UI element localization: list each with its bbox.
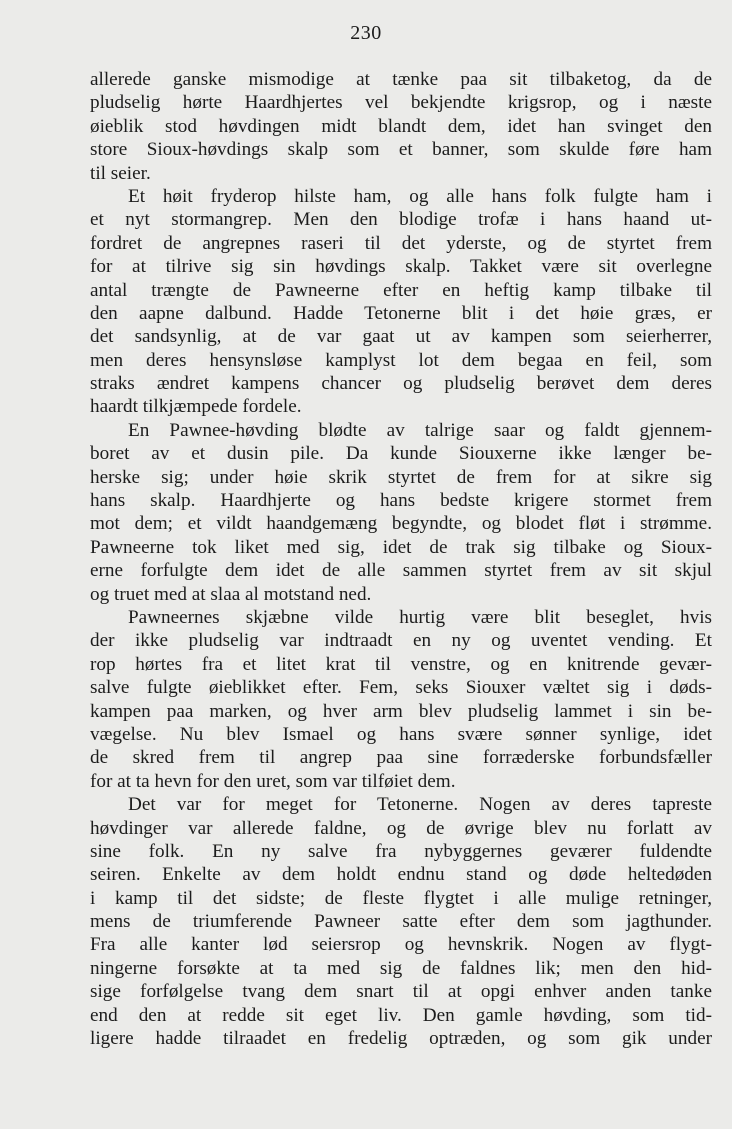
text-line: En Pawnee-høvding blødte av talrige saar og faldt gjennem- xyxy=(128,419,712,441)
text-line: høvdinger var allerede faldne, og de øvrige blev nu forlatt av xyxy=(90,817,712,839)
text-line: der ikke pludselig var indtraadt en ny og uventet vending. Et xyxy=(90,630,712,652)
body-text xyxy=(90,68,712,1050)
text-line: Pawneerne tok liket med sig, idet de trak sig tilbake og Sioux- xyxy=(90,536,712,558)
text-line: Et høit fryderop hilste ham, og alle hans folk fulgte ham i xyxy=(128,185,712,207)
text-line: rop hørtes fra et litet krat til venstre, og en knitrende gevær- xyxy=(90,653,712,675)
text-line: sige forfølgelse tvang dem snart til at opgi enhver anden tanke xyxy=(90,981,712,1003)
text-line: salve fulgte øieblikket efter. Fem, seks Siouxer væltet sig i døds- xyxy=(90,677,712,699)
text-line: vægelse. Nu blev Ismael og hans svære sønner synlige, idet xyxy=(90,723,712,745)
text-line: øieblik stod høvdingen midt blandt dem, idet han svinget den xyxy=(90,115,712,137)
text-line: ningerne forsøkte at ta med sig de faldnes lik; men den hid- xyxy=(90,957,712,979)
text-line: straks ændret kampens chancer og pludselig berøvet dem deres xyxy=(90,373,712,395)
text-line: hans skalp. Haardhjerte og hans bedste krigere stormet frem xyxy=(90,490,712,512)
text-line: Fra alle kanter lød seiersrop og hevnskrik. Nogen av flygt- xyxy=(90,934,712,956)
text-line: til seier. xyxy=(90,162,151,184)
text-line: Det var for meget for Tetonerne. Nogen av deres tapreste xyxy=(128,794,712,816)
page-number: 230 xyxy=(350,22,382,44)
text-line: i kamp til det sidste; de fleste flygtet i alle mulige retninger, xyxy=(90,887,712,909)
text-line: det sandsynlig, at de var gaat ut av kampen som seierherrer, xyxy=(90,326,712,348)
text-line: allerede ganske mismodige at tænke paa sit tilbaketog, da de xyxy=(90,69,712,90)
text-line: mot dem; et vildt haandgemæng begyndte, og blodet fløt i strømme. xyxy=(90,513,712,535)
text-line: boret av et dusin pile. Da kunde Siouxerne ikke længer be- xyxy=(90,443,712,465)
text-line: seiren. Enkelte av dem holdt endnu stand og døde heltedøden xyxy=(90,864,712,886)
text-line: Pawneernes skjæbne vilde hurtig være blit beseglet, hvis xyxy=(128,606,712,628)
text-line: antal trængte de Pawneerne efter en heftig kamp tilbake til xyxy=(90,279,712,301)
text-line: ligere hadde tilraadet en fredelig optræden, og som gik under xyxy=(90,1028,712,1050)
text-line: et nyt stormangrep. Men den blodige trofæ i hans haand ut- xyxy=(90,209,712,231)
text-line: de skred frem til angrep paa sine forræderske forbundsfæller xyxy=(90,747,712,769)
text-line: herske sig; under høie skrik styrtet de frem for at sikre sig xyxy=(90,466,712,488)
text-line: men deres hensynsløse kamplyst lot dem begaa en feil, som xyxy=(90,349,712,371)
text-line: mens de triumferende Pawneer satte efter dem som jagthunder. xyxy=(90,911,712,933)
text-line: sine folk. En ny salve fra nybyggernes geværer fuldendte xyxy=(90,840,712,862)
text-line: store Sioux-høvdings skalp som et banner, som skulde føre ham xyxy=(90,139,712,161)
text-line: erne forfulgte dem idet de alle sammen styrtet frem av sit skjul xyxy=(90,560,712,582)
text-line: kampen paa marken, og hver arm blev pludselig lammet i sin be- xyxy=(90,700,712,722)
text-line: for at ta hevn for den uret, som var tilføiet dem. xyxy=(90,770,456,792)
text-line: den aapne dalbund. Hadde Tetonerne blit i det høie græs, er xyxy=(90,302,712,324)
text-line: for at tilrive sig sin høvdings skalp. Takket være sit overlegne xyxy=(90,256,712,278)
text-line: fordret de angrepnes raseri til det yderste, og de styrtet frem xyxy=(90,232,712,254)
text-line: end den at redde sit eget liv. Den gamle høvding, som tid- xyxy=(90,1004,712,1026)
text-line: haardt tilkjæmpede fordele. xyxy=(90,396,302,418)
text-line: og truet med at slaa al motstand ned. xyxy=(90,583,372,605)
text-line: pludselig hørte Haardhjertes vel bekjendte krigsrop, og i næste xyxy=(90,92,712,114)
